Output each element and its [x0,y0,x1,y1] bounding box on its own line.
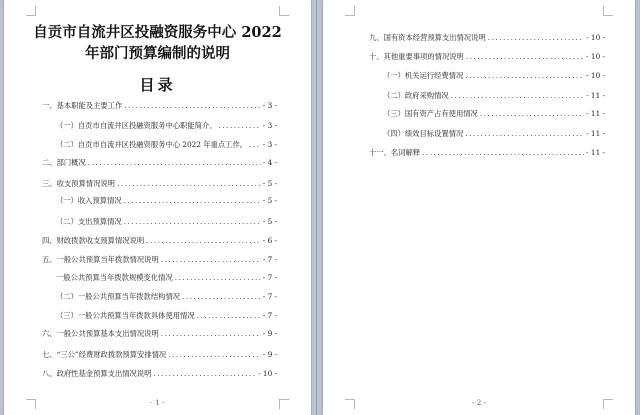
toc-entry[interactable] [42,101,277,111]
toc-entry[interactable] [42,255,277,265]
page-number: - 2 - [471,398,487,407]
document-page-1 [4,0,311,415]
toc-entry-title: （三）一般公共预算当年拨款具体使用情况 [56,311,195,320]
toc-dot-leader [451,91,584,101]
toc-dot-leader [197,311,261,321]
toc-dot-leader [175,273,261,283]
toc-entry-page: - 4 - [262,158,277,167]
toc-entry[interactable] [56,140,277,150]
toc-entry-title: 十、其他重要事项的情况说明 [369,52,464,61]
toc-entry[interactable] [56,273,277,283]
toc-entry[interactable] [42,236,277,246]
toc-dot-leader [219,121,261,131]
toc-entry[interactable] [369,33,605,43]
toc-entry[interactable] [369,52,605,62]
toc-entry[interactable] [56,311,277,321]
toc-entry-title: （二）一般公共预算当年拨款结构情况 [56,292,181,301]
toc-entry[interactable] [383,91,605,101]
toc-entry[interactable] [56,196,277,206]
toc-entry[interactable] [56,217,277,227]
toc-dot-leader [161,255,261,265]
toc-entry[interactable] [383,129,605,139]
toc-entry-page: - 5 - [262,196,277,205]
toc-dot-leader [124,217,261,227]
toc-dot-leader [249,140,261,150]
toc-entry-title: （三）国有资产占有使用情况 [383,109,478,118]
toc-entry-page: - 10 - [586,33,605,42]
margin-mark [279,6,289,16]
toc-dot-leader [117,179,261,189]
page-number: - 1 - [150,398,165,407]
toc-entry-page: - 11 - [586,109,605,118]
toc-dot-leader [146,236,261,246]
toc-dot-leader [465,129,584,139]
toc-entry-page: - 6 - [262,236,277,245]
toc-entry-title: 一般公共预算当年拨款规模变化情况 [56,273,173,282]
toc-entry-title: （一）自贡市自流井区投融资服务中心职能简介。 [56,121,217,130]
toc-entry[interactable] [383,71,605,81]
toc-entry-title: （四）绩效目标设置情况 [383,129,464,138]
toc-entry-title: 五、一般公共预算当年拨款情况说明 [42,255,159,264]
toc-entry-page: - 7 - [262,273,277,282]
toc-entry-title: （二）自贡市自流井区投融资服务中心 2022 年重点工作。 [56,140,248,149]
toc-heading: 目录 [139,76,176,94]
toc-entry-page: - 3 - [262,101,277,110]
toc-entry-title: 六、一般公共预算基本支出情况说明 [42,329,159,338]
toc-entry-title: （二）政府采购情况 [383,91,449,100]
toc-dot-leader [153,369,256,379]
toc-entry-title: 九、国有资本经营预算支出情况说明 [369,33,486,42]
toc-entry-page: - 7 - [262,292,277,301]
toc-entry-page: - 10 - [586,71,605,80]
toc-dot-leader [88,158,261,168]
toc-dot-leader [480,109,584,119]
toc-entry-page: - 5 - [262,179,277,188]
toc-entry-page: - 5 - [262,217,277,226]
toc-entry[interactable] [42,350,277,360]
toc-entry-title: （二）支出预算情况 [56,217,122,226]
margin-mark [345,6,355,16]
toc-dot-leader [124,101,261,111]
toc-entry-page: - 7 - [262,255,277,264]
toc-entry-page: - 9 - [262,350,277,359]
toc-entry[interactable] [42,329,277,339]
toc-entry-title: 二、部门概况 [42,158,86,167]
toc-entry[interactable] [42,369,277,379]
toc-entry-title: 七、“三公”经费财政拨款预算安排情况 [42,350,167,359]
toc-entry[interactable] [383,109,605,119]
toc-entry-title: 十一、名词解释 [369,148,421,157]
toc-entry-page: - 11 - [586,91,605,100]
toc-entry-page: - 3 - [262,121,277,130]
toc-entry-page: - 10 - [258,369,277,378]
toc-entry-page: - 11 - [586,129,605,138]
toc-entry[interactable] [42,158,277,168]
toc-entry-title: 四、财政拨款收支预算情况说明 [42,236,145,245]
toc-dot-leader [182,292,261,302]
toc-entry-title: 八、政府性基金预算支出情况说明 [42,369,152,378]
toc-entry[interactable] [56,121,277,131]
document-page-2 [323,0,635,415]
margin-mark [603,6,613,16]
toc-entry[interactable] [56,292,277,302]
toc-entry-title: 一、基本职能及主要工作 [42,101,123,110]
toc-dot-leader [124,196,261,206]
toc-dot-leader [168,350,261,360]
document-title: 自贡市自流井区投融资服务中心 2022 年部门预算编制的说明 [33,24,282,62]
toc-entry-page: - 3 - [262,140,277,149]
toc-entry-page: - 11 - [586,148,605,157]
toc-dot-leader [466,52,584,62]
toc-dot-leader [488,33,584,43]
toc-dot-leader [422,148,584,158]
toc-entry-page: - 10 - [586,52,605,61]
toc-entry-title: （一）收入预算情况 [56,196,122,205]
toc-dot-leader [161,329,261,339]
toc-entry[interactable] [42,179,277,189]
margin-mark [26,6,36,16]
toc-entry-title: （一）机关运行经费情况 [383,71,464,80]
toc-dot-leader [465,71,584,81]
toc-entry[interactable] [369,148,605,158]
toc-entry-page: - 7 - [262,311,277,320]
toc-entry-page: - 9 - [262,329,277,338]
toc-entry-title: 三、收支预算情况说明 [42,179,115,188]
page-gap-divider [316,0,317,415]
